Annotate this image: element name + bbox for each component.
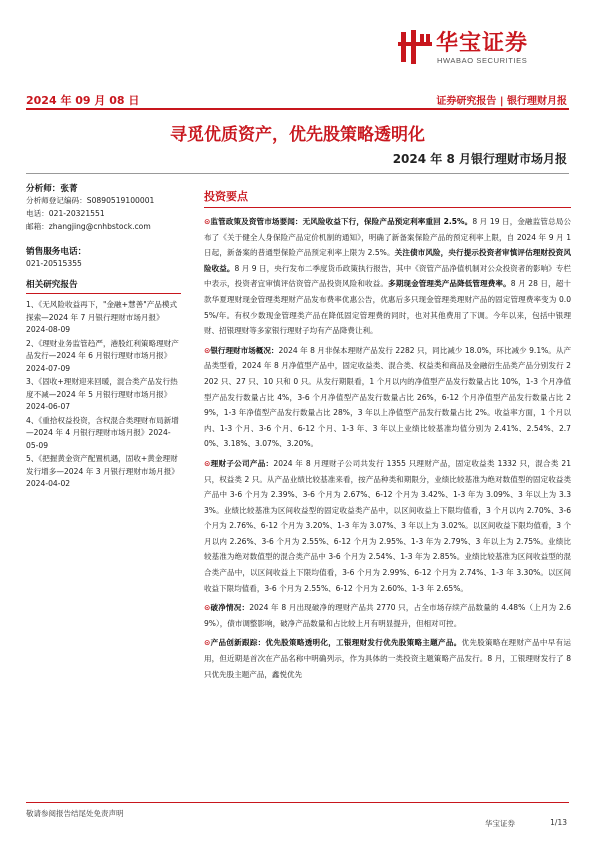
related-heading: 相关研究报告 (26, 280, 78, 290)
paragraph-regulation: ⊙监管政策及资管市场要闻：无风险收益下行，保险产品预定利率重回 2.5%。8 月 19 日，金融监管总局公布了《关于健全人身保险产品定价机制的通知》，明确了新备案保险产品的预定利率上限，自 2024 年 9 月 1 日起，新备案的普通型保险产品预定利率上限为 2.5%。关注债市风险，央行提示投资者审慎评估理财投资风险收益。8 月 9 日，央行发布二季度货币政策执行报告，其中《资管产品净值机制对公众投资者的影响》专栏中表示，投资者宜审慎评估资管产品投资风险和收益。多期现金管理类产品降低管理费率。8 月 28 日，超十款华夏理财现金管理类理财产品发布费率优惠公告，优惠后多只现金管理类理财产品的固定管理费率变为 0.05%/年。有权少数现金管理类产品在降低固定管理费的同时，也对其他费用了下调。今年以来，包括中银理财、招银理财等多家银行理财子均有产品降费让利。 (204, 217, 572, 336)
paragraph-subsidiaries: ⊙理财子公司产品：2024 年 8 月理财子公司共发行 1355 只理财产品，固定收益类 1332 只，混合类 21 只，权益类 2 只。从产品业绩比较基准来看，按产品种类和期限分，业绩比较基准为绝对数值型的固定收益类产品中 3-6 个月为 2.39%、3-6 个月为 2.67%、6-12 个月为 3.42%、1-3 年为 3.09%、3 年以上为 3.33%。业绩比较基准为区间收益型的固定收益类产品中，以区间收益上下限均值看，3 个月以内 2.70%、3-6 个月为 2.76%、6-12 个月为 3.20%、1-3 年为 3.07%、3 年以上为 3.02%。以区间收益下限均值看，3 个月以内 2.26%、3-6 个月为 2.55%、6-12 个月为 2.95%、1-3 年为 2.79%、3 年以上为 2.75%。业绩比较基准为绝对数值型的混合类产品中 3-6 个月为 2.54%、1-3 年为 2.85%。业绩比较基准为区间收益型的混合类产品中，以区间收益上下限均值看，3-6 个月为 2.99%、6-12 个月为 2.74%、1-3 年 3.30%。以区间收益下限均值看，3-6 个月为 2.55%、6-12 个月为 2.60%、1-3 年 2.65%。 (204, 458, 571, 593)
related-report-link[interactable]: 3、《固收+理财迎来回暖，混合类产品发行热度不减—2024 年 5 月银行理财市场月报》2024-06-07 (26, 377, 178, 411)
logo-text-cn: 华宝证券 (436, 31, 529, 56)
paragraph-innovation: ⊙产品创新跟踪：优先股策略透明化，工银理财发行优先股策略主题产品。优先股策略在理财产品中早有运用，但近期是首次在产品名称中明确列示，作为具体的一类投资主题策略产品发行。8 月，工银理财发行了 8 只优先股主题产品，鑫悦优先 (204, 638, 571, 679)
analyst-reg: 分析师登记编码：S0890519100001 (26, 196, 155, 205)
footer-firm: 华宝证券 (485, 819, 515, 828)
bullet-icon: ⊙ (204, 603, 211, 613)
related-report-link[interactable]: 2、《理财业务监管趋严，港股红利策略理财产品发行—2024 年 6 月银行理财市场月报》2024-07-09 (26, 338, 179, 373)
page-subtitle: 2024 年 8 月银行理财市场月报 (392, 152, 567, 166)
related-report-link[interactable]: 1、《无风险收益再下，"金融+慧善"产品模式探索—2024 年 7 月银行理财市场月报》2024-08-09 (26, 300, 178, 334)
bullet-icon: ⊙ (204, 345, 211, 355)
related-divider (26, 293, 181, 294)
footer-divider (26, 802, 569, 803)
report-date: 2024 年 09 月 08 日 (26, 94, 140, 107)
related-report-link[interactable]: 5、《把握黄金资产配置机遇，固收+黄金理财发行增多—2024 年 3 月银行理财市场月报》2024-04-02 (26, 454, 179, 488)
key-points-divider (204, 207, 571, 208)
paragraph-below-par: ⊙破净情况：2024 年 8 月出现破净的理财产品共 2770 只，占全市场存续产品数量的 4.48%（上月为 2.69%），债市调整影响，破净产品数量和占比较上月有明显提升，但相对可控。 (204, 603, 571, 628)
logo-mark-icon (398, 28, 432, 64)
related-list (26, 299, 181, 491)
page-title: 寻觅优质资产，优先股策略透明化 (170, 125, 425, 145)
analyst-heading: 分析师：张菁 (26, 184, 78, 194)
company-logo (398, 26, 568, 70)
analyst-email[interactable]: 邮箱：zhangjing@cnhbstock.com (26, 222, 151, 231)
analyst-phone: 电话：021-20321551 (26, 209, 105, 218)
paragraph-market-overview: ⊙银行理财市场概况：2024 年 8 月非保本理财产品发行 2282 只，同比减少 18.0%，环比减少 9.1%。从产品类型看，2024 年 8 月净值型产品中，固定收益类、混合类、权益类和商品及金融衍生品类产品分别发行 2202 只、27 只、10 只和 0 只。从发行期限看，1 个月以内的净值型产品发行数量占比 10%，1-3 个月净值型产品发行数量占比 4%，3-6 个月净值型产品发行数量占比 26%，6-12 个月净值型产品发行数量占比 29%，1-3 年净值型产品发行数量占比 28%，3 年以上净值型产品发行数量占比 2%。收益率方面，1 个月以内、1-3 个月、3-6 个月、6-12 个月、1-3 年、3 年以上业绩比较基准均值分别为 2.41%、2.54%、2.70%、3.18%、3.07%、3.20%。 (204, 345, 571, 449)
title-divider (26, 173, 569, 174)
sales-heading: 销售服务电话： (26, 247, 87, 257)
sidebar (26, 182, 181, 492)
related-report-link[interactable]: 4、《重拾权益投资，含权混合类理财布局新增—2024 年 4 月银行理财市场月报》2024-05-09 (26, 415, 179, 450)
header-divider (26, 108, 569, 110)
bullet-icon: ⊙ (204, 638, 211, 648)
key-points (204, 188, 571, 686)
sales-phone: 021-20515355 (26, 259, 82, 268)
logo-text-en: HWABAO SECURITIES (437, 56, 528, 65)
disclaimer-note: 敬请参阅报告结尾处免责声明 (26, 809, 124, 818)
report-type: 证券研究报告 | 银行理财月报 (436, 96, 567, 107)
bullet-icon: ⊙ (204, 458, 211, 468)
key-points-heading: 投资要点 (204, 190, 248, 203)
bullet-icon: ⊙ (204, 217, 211, 226)
page-number: 1/13 (550, 818, 567, 827)
